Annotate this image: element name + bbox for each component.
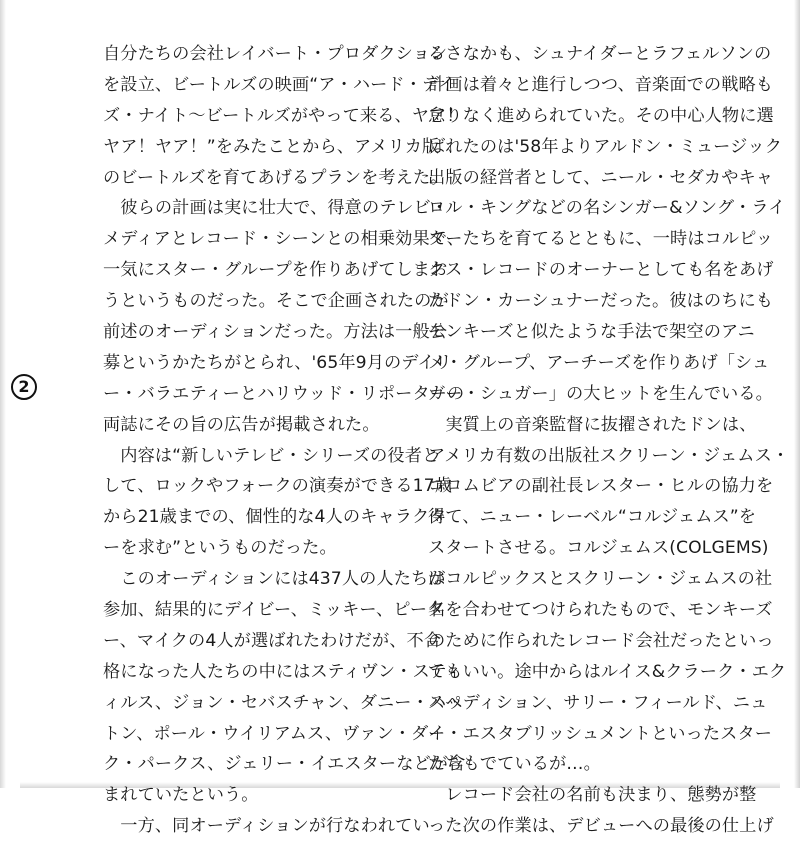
text-line: ィルス、ジョン・セバスチャン、ダニー・ハッ	[103, 692, 464, 713]
left-text-column	[103, 39, 466, 842]
text-line: った次の作業は、デビューへの最後の仕上げ	[428, 816, 774, 837]
text-line: 両誌にその旨の広告が掲載された。	[103, 414, 380, 435]
text-line: のために作られたレコード会社だったといっ	[428, 630, 774, 651]
text-line: ズ・ナイト〜ビートルズがやって来る、ヤア！	[103, 105, 464, 126]
text-line: 参加、結果的にデイビー、ミッキー、ピータ	[103, 600, 445, 621]
text-line: アメリカ有数の出版社スクリーン・ジェムス・	[428, 445, 790, 466]
text-line: を設立、ビートルズの映画“ア・ハード・デイ	[103, 74, 456, 95]
text-line: 内容は“新しいテレビ・シリーズの役者と	[103, 445, 440, 466]
text-line: はコルピックスとスクリーン・ジェムスの社	[428, 569, 773, 590]
text-line: 彼らの計画は実に壮大で、得意のテレビ・	[103, 198, 449, 219]
text-line: 格になった人たちの中にはスティヴン・スティ	[103, 661, 463, 682]
scan-left-edge	[0, 0, 6, 788]
text-line: 自分たちの会社レイバート・プロダクション	[103, 44, 448, 64]
text-line: ヤア！ヤア！”をみたことから、アメリカ版	[103, 136, 440, 157]
text-line: から21歳までの、個性的な4人のキャラクタ	[103, 507, 447, 528]
text-line: うというものだった。そこで企画されたのが	[103, 291, 449, 312]
text-line: ーを求む”というものだった。	[103, 538, 337, 559]
text-line: 一気にスター・グループを作りあげてしまお	[103, 260, 448, 281]
text-line: まれていたという。	[103, 785, 259, 806]
text-line: ターたちを育てるとともに、一時はコルピッ	[428, 229, 774, 250]
scan-right-edge	[794, 0, 800, 788]
text-line: るさなかも、シュナイダーとラフェルソンの	[428, 44, 772, 64]
text-line: メディアとレコード・シーンとの相乗効果で、	[103, 229, 464, 250]
text-line: てもいい。途中からはルイス&クラーク・エク	[428, 661, 787, 682]
text-line: ー、マイクの4人が選ばれたわけだが、不合	[103, 630, 442, 651]
text-line: 実質上の音楽監督に抜擢されたドンは、	[428, 414, 757, 435]
text-line: ー・エスタブリッシュメントといったスター	[428, 723, 773, 744]
text-line: 募というかたちがとられ、'65年9月のデイリ	[103, 352, 452, 373]
text-line: スタートさせる。コルジェムス(COLGEMS)	[428, 538, 769, 559]
text-line: スペディション、サリー・フィールド、ニュ	[428, 692, 768, 713]
text-line: コロムビアの副社長レスター・ヒルの協力を	[428, 476, 774, 497]
text-line: クス・レコードのオーナーとしても名をあげ	[428, 260, 774, 281]
page-number-circled: 2	[11, 374, 37, 400]
text-line: のビートルズを育てあげるプランを考えた。	[103, 167, 448, 188]
text-line: ガー・シュガー」の大ヒットを生んでいる。	[428, 383, 773, 404]
text-line: 一方、同オーディションが行なわれてい	[103, 816, 430, 837]
text-line: レコード会社の名前も決まり、態勢が整	[428, 785, 757, 806]
text-line: ク・パークス、ジェリー・イエスターなどが含	[103, 754, 466, 775]
text-line: ロル・キングなどの名シンガー&ソング・ライ	[428, 198, 786, 219]
text-line: 名を合わせてつけられたもので、モンキーズ	[428, 600, 773, 621]
text-line: 計画は着々と進行しつつ、音楽面での戦略も	[428, 74, 774, 95]
text-line: して、ロックやフォークの演奏ができる17歳	[103, 476, 452, 497]
text-line: 出版の経営者として、ニール・セダカやキャ	[428, 167, 774, 188]
text-line: 前述のオーディションだった。方法は一般公	[103, 322, 448, 343]
text-line: たちもでているが…。	[428, 754, 601, 775]
text-line: たドン・カーシュナーだった。彼はのちにも	[428, 291, 774, 312]
text-line: このオーディションには437人の人たちが	[103, 569, 446, 590]
text-line: ばれたのは'58年よりアルドン・ミュージック	[428, 136, 782, 157]
text-line: メ・グループ、アーチーズを作りあげ「シュ	[428, 352, 770, 373]
text-line: 得て、ニュー・レーベル“コルジェムス”を	[428, 507, 757, 528]
text-line: 怠りなく進められていた。その中心人物に選	[428, 105, 774, 126]
text-line: トン、ポール・ウイリアムス、ヴァン・ダイ	[103, 723, 446, 744]
text-line: ー・バラエティーとハリウッド・リポーターの	[103, 383, 465, 404]
right-text-column	[428, 39, 790, 842]
text-line: モンキーズと似たような手法で架空のアニ	[428, 322, 755, 343]
